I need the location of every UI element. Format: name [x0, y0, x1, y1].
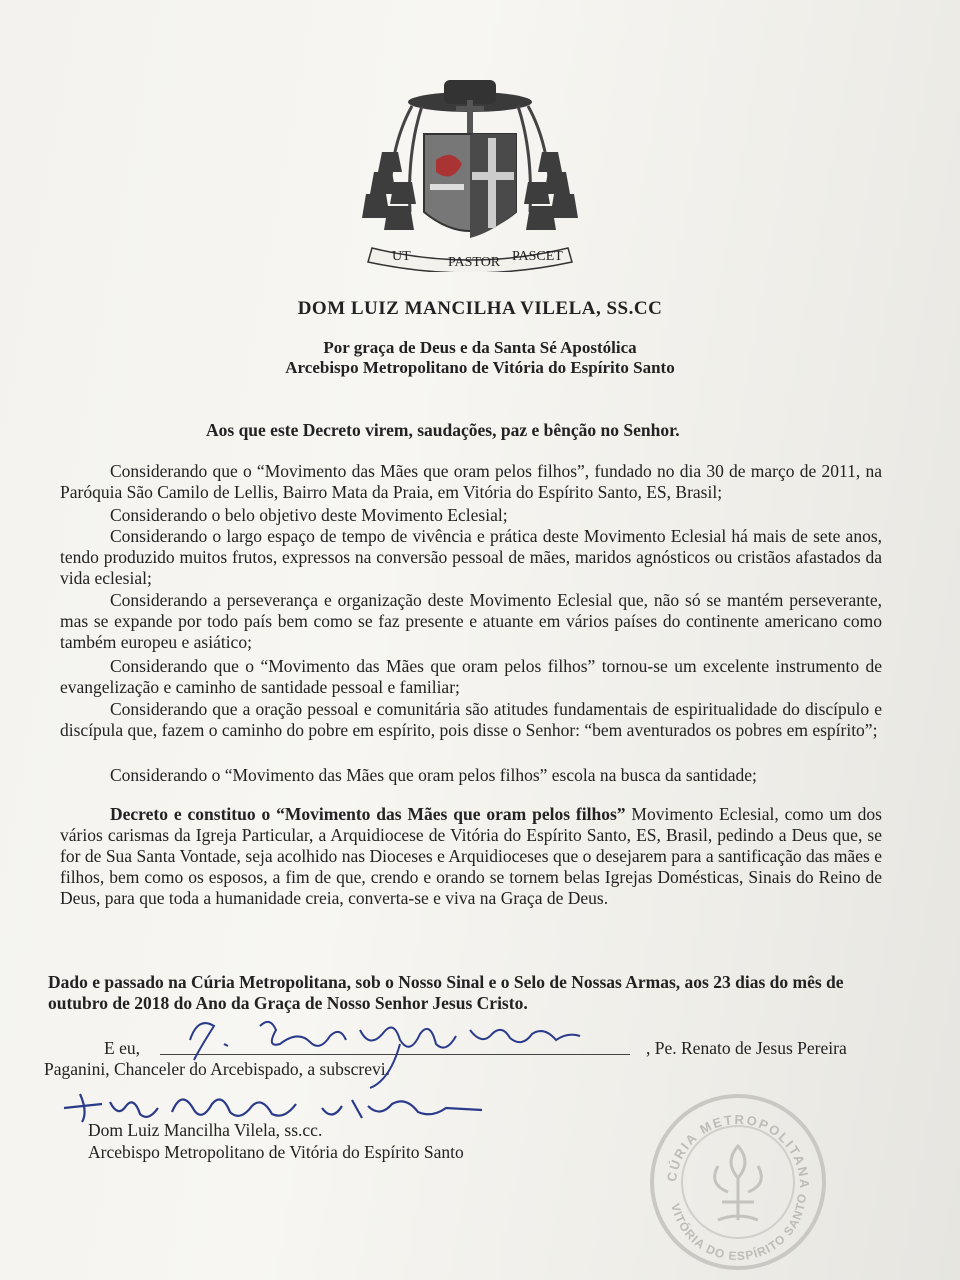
- consideration-paragraph: Considerando a perseverança e organização deste Movimento Eclesial que, não só se mantém perseverante, mas se expande por todo país bem como se faz presente e atuante em vários países do continente americano como também europeu e asiático;: [60, 590, 882, 652]
- consideration-paragraph: Considerando que a oração pessoal e comunitária são atitudes fundamentais de espiritualidade do discípulo e discípula que, fazem o caminho do pobre em espírito, pois disse o Senhor: “bem aventurados os pobres em espírito”;: [60, 699, 882, 740]
- consideration-paragraph: Considerando o largo espaço de tempo de vivência e prática deste Movimento Eclesial há mais de sete anos, tendo produzido muitos frutos, expressos na conversão pessoal de mães, maridos agnósticos ou cristãos afastados da vida eclesial;: [60, 526, 882, 588]
- subtitle-line-1: Por graça de Deus e da Santa Sé Apostólica: [323, 338, 637, 357]
- subtitle-line-2: Arcebispo Metropolitano de Vitória do Espírito Santo: [285, 358, 675, 377]
- subscription-line-2: Paganini, Chanceler do Arcebispado, a subscrevi.: [44, 1059, 391, 1079]
- given-statement: Dado e passado na Cúria Metropolitana, sob o Nosso Sinal e o Selo de Nossas Armas, aos 23 dias do mês de outubro de 2018 do Ano da Graça de Nosso Senhor Jesus Cristo.: [48, 972, 844, 1013]
- decree-paragraph: [60, 804, 882, 909]
- consideration-paragraph: Considerando o “Movimento das Mães que oram pelos filhos” escola na busca da santidade;: [110, 765, 757, 785]
- consideration-paragraph: Considerando que o “Movimento das Mães que oram pelos filhos” tornou-se um excelente instrumento de evangelização e caminho de santidade pessoal e familiar;: [60, 656, 882, 697]
- bishop-name: Dom Luiz Mancilha Vilela, ss.cc.: [88, 1120, 323, 1140]
- decree-lead: Decreto e constituo o “Movimento das Mães que oram pelos filhos”: [110, 804, 626, 824]
- motto-word: PASCET: [512, 249, 563, 264]
- coat-of-arms-icon: [352, 72, 588, 272]
- subscription-after-line: , Pe. Renato de Jesus Pereira: [646, 1038, 847, 1058]
- seal-top-text: CÚRIA METROPOLITANA: [664, 1111, 813, 1191]
- embossed-seal-icon: [648, 1092, 828, 1272]
- greeting: Aos que este Decreto virem, saudações, paz e bênção no Senhor.: [206, 420, 680, 440]
- subscription-lead: E eu,: [104, 1038, 140, 1058]
- page-title: DOM LUIZ MANCILHA VILELA, SS.CC: [297, 298, 663, 319]
- motto-word: PASTOR: [448, 255, 501, 270]
- consideration-paragraph: Considerando o belo objetivo deste Movimento Eclesial;: [110, 505, 508, 525]
- bishop-title: Arcebispo Metropolitano de Vitória do Espírito Santo: [88, 1142, 464, 1162]
- motto-word: UT: [392, 249, 411, 264]
- consideration-paragraph: Considerando que o “Movimento das Mães que oram pelos filhos”, fundado no dia 30 de março de 2011, na Paróquia São Camilo de Lellis, Bairro Mata da Praia, em Vitória do Espírito Santo, ES, Brasil;: [60, 461, 882, 502]
- seal-bottom-text: VITÓRIA DO ESPÍRITO SANTO: [668, 1192, 810, 1264]
- decree-rest: Movimento Eclesial, como um dos vários carismas da Igreja Particular, a Arquidiocese de Vitória do Espírito Santo, ES, Brasil, pedindo a Deus que, se for de Sua Santa Vontade, seja acolhido nas Dioceses e Arquidioceses que o desejarem para a santificação das mães e filhos, bem como os esposos, a fim de que, crendo e orando se tornem belas Igrejas Domésticas, Sinais do Reino de Deus, para que toda a humanidade creia, converta-se e viva na Graça de Deus.: [60, 804, 882, 908]
